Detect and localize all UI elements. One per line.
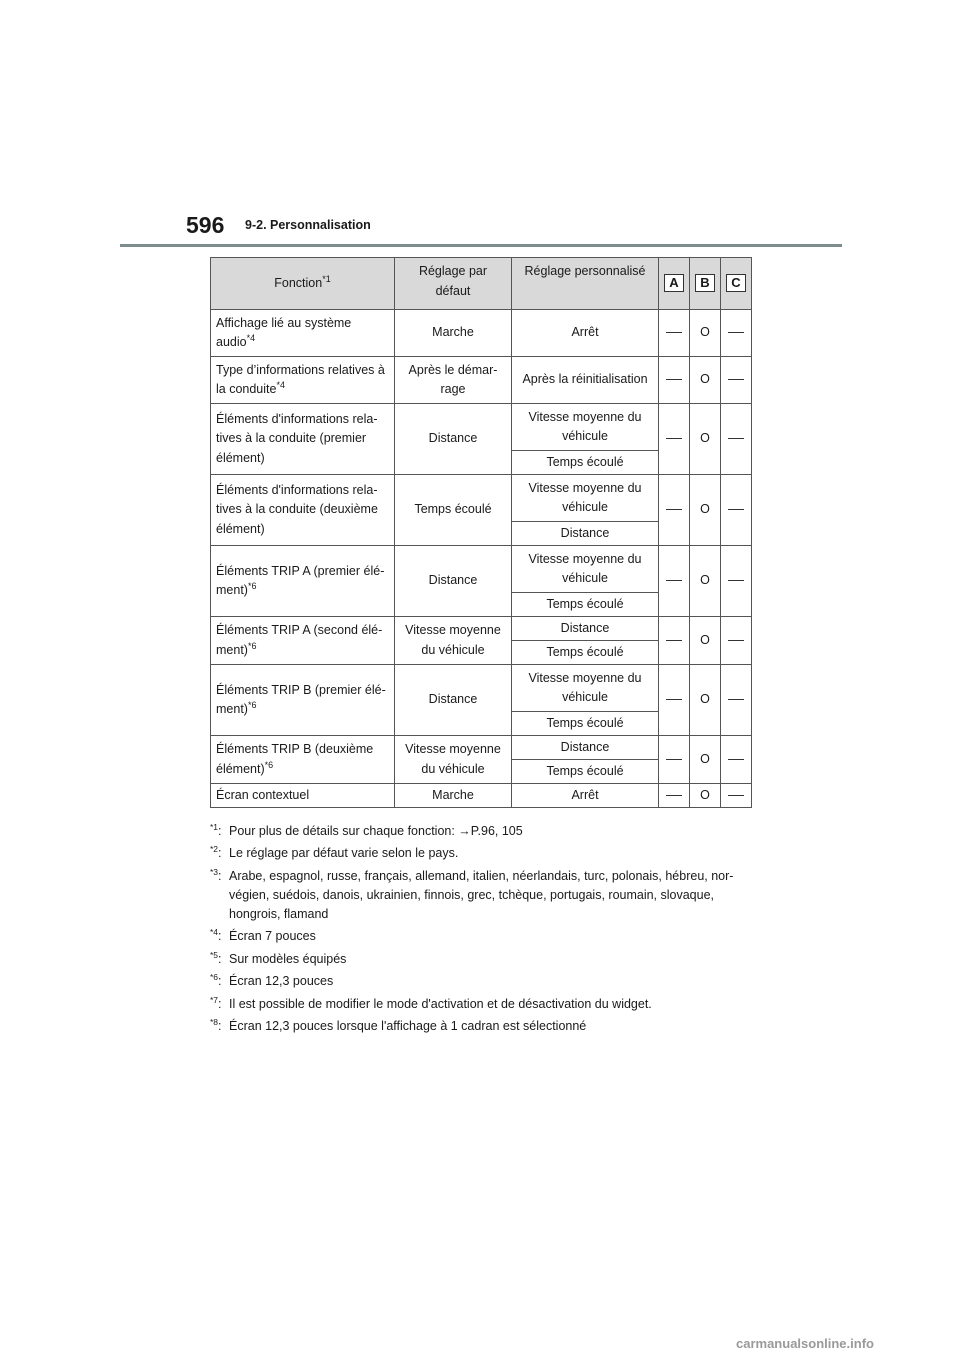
function-note: *6: [264, 759, 274, 770]
cell-function: [211, 665, 395, 736]
cell-a: [659, 546, 690, 617]
cell-custom: Distance: [512, 617, 659, 641]
cell-function: [211, 357, 395, 404]
footnote-mark-text: *6: [210, 971, 219, 982]
cell-c: [721, 617, 752, 665]
cell-function: [211, 475, 395, 546]
cell-default: Temps écoulé: [395, 475, 512, 546]
function-label: Éléments TRIP B (premier élé-ment): [216, 682, 386, 716]
section-title: 9-2. Personnalisation: [245, 218, 371, 232]
footnote: [210, 927, 755, 946]
page-number: 596: [186, 212, 225, 238]
dash-mark: [666, 332, 682, 333]
cell-custom: Vitesse moyenne du véhicule: [512, 665, 659, 712]
cell-c: [721, 546, 752, 617]
function-note: *4: [246, 332, 256, 343]
cell-default: Vitesse moyenne du véhicule: [395, 736, 512, 784]
dash-mark: [666, 580, 682, 581]
cell-b: O: [690, 546, 721, 617]
header-function: Fonction$^{*1}$: [211, 258, 395, 310]
cell-function: [211, 736, 395, 784]
function-label: Écran contextuel: [216, 787, 310, 802]
function-note: *6: [247, 580, 257, 591]
footnote: [210, 1017, 755, 1036]
cell-c: [721, 736, 752, 784]
letter-a-box: A: [664, 274, 684, 292]
function-note: *6: [247, 640, 257, 651]
dash-mark: [666, 438, 682, 439]
table-row: [211, 736, 752, 760]
footnote-text: Il est possible de modifier le mode d'activation et de désactivation du widget.: [229, 996, 652, 1011]
header-rule: [120, 244, 842, 247]
cell-custom: Vitesse moyenne du véhicule: [512, 546, 659, 593]
cell-default: Marche: [395, 784, 512, 808]
table-row: [211, 475, 752, 522]
dash-mark: [728, 759, 744, 760]
cell-b: O: [690, 736, 721, 784]
footnote-text: Écran 12,3 pouces lorsque l'affichage à 1 cadran est sélectionné: [229, 1019, 587, 1033]
dash-mark: [728, 580, 744, 581]
footnote-mark-text: *4: [210, 926, 219, 937]
cell-custom: Distance: [512, 522, 659, 546]
dash-mark: [728, 640, 744, 641]
cell-default: Marche: [395, 310, 512, 357]
cell-a: [659, 736, 690, 784]
cell-custom: Temps écoulé: [512, 712, 659, 736]
cell-function: [211, 310, 395, 357]
footnote-text: Arabe, espagnol, russe, français, allemand, italien, néerlandais, turc, polonais, hébreu, nor-végien, suédois, danois, ukrainien, finnois, grec, tchèque, portugais, roumain, slovaque, hongrois, flamand: [229, 868, 734, 921]
function-label: Éléments d'informations rela-tives à la conduite (premier élément): [216, 411, 378, 465]
function-label: Type d’informations relatives à la conduite: [216, 362, 385, 396]
footnote-mark: $^{*8}$:: [210, 1016, 222, 1033]
function-label: Éléments d'informations rela-tives à la conduite (deuxième élément): [216, 482, 378, 536]
footnote: [210, 995, 755, 1014]
cell-function: [211, 404, 395, 475]
footnote-mark: $^{*7}$:: [210, 994, 222, 1011]
table-row: [211, 617, 752, 641]
cell-c: [721, 310, 752, 357]
cell-custom: Temps écoulé: [512, 451, 659, 475]
footnote-mark-text: *3: [210, 866, 219, 877]
cell-custom: Après la réinitialisation: [512, 357, 659, 404]
footnote: [210, 844, 755, 863]
dash-mark: [666, 795, 682, 796]
cell-c: [721, 357, 752, 404]
cell-b: O: [690, 665, 721, 736]
footnote-text: Écran 7 pouces: [229, 929, 316, 943]
footnote-mark-text: *8: [210, 1016, 219, 1027]
footnote-text: Pour plus de détails sur chaque fonction: →P.96, 105: [229, 823, 523, 838]
cell-default: Vitesse moyenne du véhicule: [395, 617, 512, 665]
dash-mark: [728, 795, 744, 796]
header-c: [721, 258, 752, 310]
cell-a: [659, 617, 690, 665]
cell-function: [211, 617, 395, 665]
dash-mark: [728, 699, 744, 700]
table-row: [211, 404, 752, 451]
table-header-row: [211, 258, 752, 310]
dash-mark: [666, 509, 682, 510]
cell-custom: Temps écoulé: [512, 760, 659, 784]
watermark: carmanualsonline.info: [736, 1336, 874, 1351]
table-row: [211, 357, 752, 404]
function-label: Éléments TRIP B (deuxième élément): [216, 742, 374, 776]
header-default: Réglage par défaut: [395, 258, 512, 310]
footnote-text: Sur modèles équipés: [229, 951, 347, 966]
table-row: [211, 784, 752, 808]
footnote-mark-text: *1: [210, 821, 219, 832]
cell-function: [211, 784, 395, 808]
cell-b: O: [690, 310, 721, 357]
cell-c: [721, 665, 752, 736]
footnote: [210, 822, 755, 841]
dash-mark: [666, 759, 682, 760]
cell-b: O: [690, 784, 721, 808]
table-row: [211, 310, 752, 357]
dash-mark: [728, 509, 744, 510]
cell-a: [659, 404, 690, 475]
dash-mark: [728, 438, 744, 439]
footnote-mark: $^{*2}$:: [210, 843, 222, 860]
footnote-mark: $^{*5}$:: [210, 949, 222, 966]
cell-a: [659, 357, 690, 404]
header-a: [659, 258, 690, 310]
footnote-mark-text: *2: [210, 843, 219, 854]
dash-mark: [666, 379, 682, 380]
footnote-mark-text: *7: [210, 994, 219, 1005]
cell-custom: Temps écoulé: [512, 641, 659, 665]
cell-custom: Vitesse moyenne du véhicule: [512, 475, 659, 522]
cell-a: [659, 665, 690, 736]
cell-custom: Arrêt: [512, 784, 659, 808]
dash-mark: [728, 379, 744, 380]
cell-default: Distance: [395, 404, 512, 475]
letter-c-box: C: [726, 274, 746, 292]
function-label: Affichage lié au système audio: [216, 315, 352, 349]
dash-mark: [666, 699, 682, 700]
function-label: Éléments TRIP A (premier élé-ment): [216, 563, 385, 597]
header-b: [690, 258, 721, 310]
cell-custom: Temps écoulé: [512, 593, 659, 617]
footnote: [210, 972, 755, 991]
table-row: [211, 665, 752, 712]
dash-mark: [728, 332, 744, 333]
footnote: [210, 867, 755, 924]
cell-a: [659, 310, 690, 357]
dash-mark: [666, 640, 682, 641]
header-custom: Réglage personnalisé: [512, 258, 659, 310]
table-body: [211, 310, 752, 808]
cell-c: [721, 404, 752, 475]
settings-table: [210, 257, 752, 808]
cell-b: O: [690, 617, 721, 665]
cell-custom: Arrêt: [512, 310, 659, 357]
footnote: [210, 950, 755, 969]
footnotes: [210, 818, 755, 1036]
function-label: Éléments TRIP A (second élé-ment): [216, 623, 383, 657]
cell-default: Après le démar-rage: [395, 357, 512, 404]
table-row: [211, 546, 752, 593]
footnote-mark: $^{*6}$:: [210, 971, 222, 988]
cell-a: [659, 475, 690, 546]
cell-b: O: [690, 404, 721, 475]
letter-b-box: B: [695, 274, 715, 292]
cell-function: [211, 546, 395, 617]
cell-b: O: [690, 475, 721, 546]
cell-default: Distance: [395, 665, 512, 736]
footnote-mark-text: *5: [210, 949, 219, 960]
footnote-text: Le réglage par défaut varie selon le pays.: [229, 846, 459, 860]
footnote-mark: $^{*3}$:: [210, 866, 222, 883]
cell-c: [721, 784, 752, 808]
footnote-mark: $^{*4}$:: [210, 926, 222, 943]
function-note: *4: [276, 379, 285, 390]
cell-b: O: [690, 357, 721, 404]
cell-custom: Distance: [512, 736, 659, 760]
cell-default: Distance: [395, 546, 512, 617]
footnote-text: Écran 12,3 pouces: [229, 974, 334, 988]
cell-c: [721, 475, 752, 546]
cell-custom: Vitesse moyenne du véhicule: [512, 404, 659, 451]
cell-a: [659, 784, 690, 808]
function-note: *6: [247, 699, 257, 710]
footnote-mark: $^{*1}$:: [210, 821, 222, 838]
